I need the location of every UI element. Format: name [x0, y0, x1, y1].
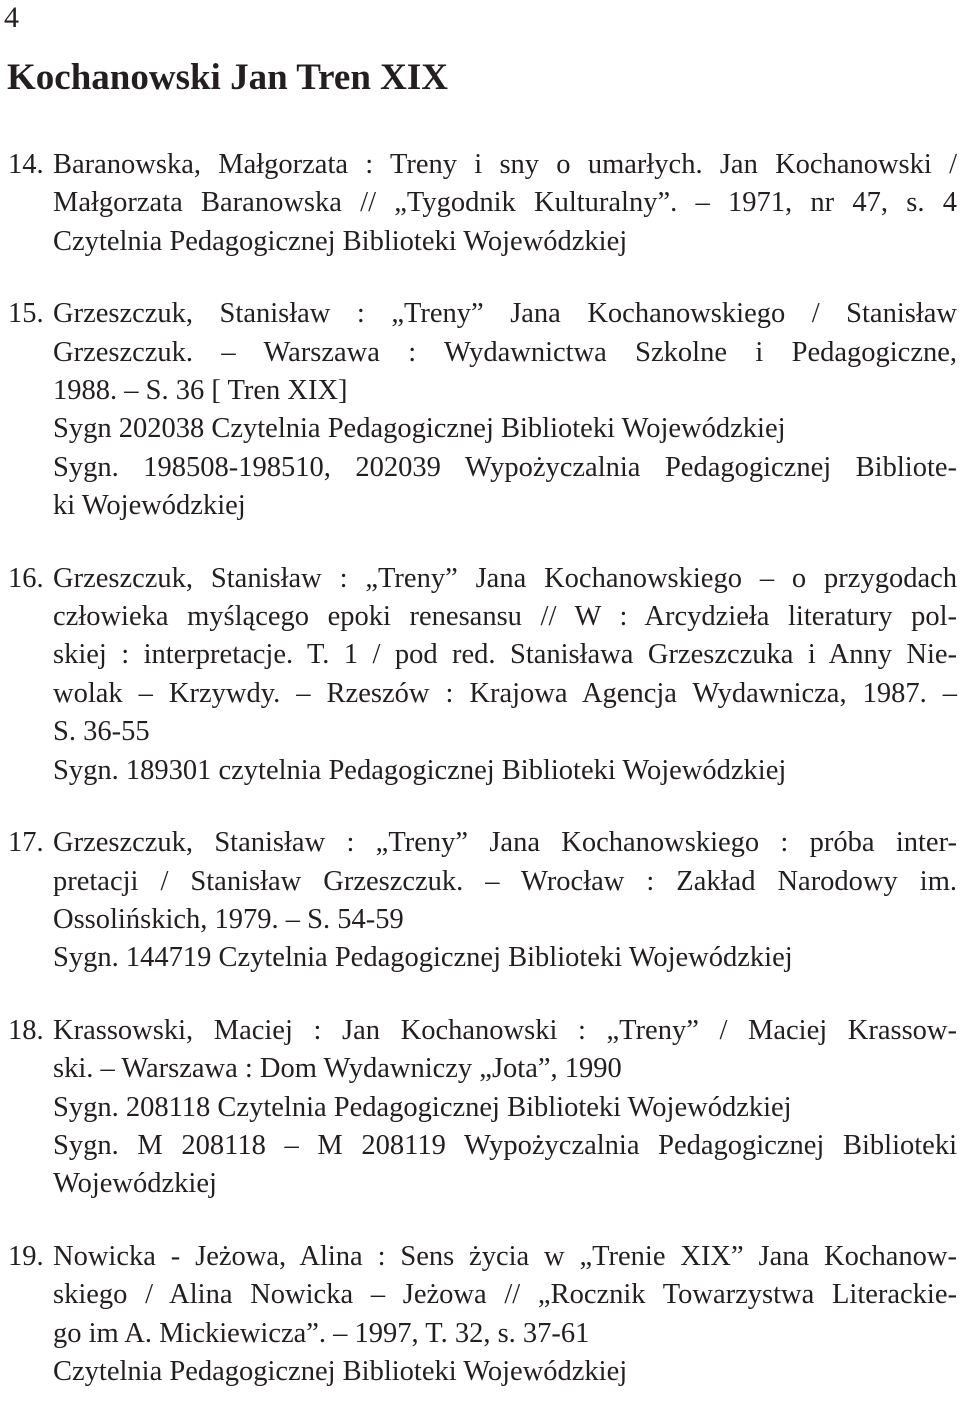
entry-line: skiej : interpretacje. T. 1 / pod red. Stanisława Grzeszczuka i Anny Nie-: [53, 639, 957, 671]
entry-line: Małgorzata Baranowska // „Tygodnik Kulturalny”. – 1971, nr 47, s. 4: [53, 187, 957, 219]
entry-line: go im A. Mickiewicza”. – 1997, T. 32, s. 37-61: [53, 1317, 590, 1349]
entry-line: człowieka myślącego epoki renesansu // W : Arcydzieła literatury pol-: [53, 601, 957, 633]
bibliography-entry-14: [8, 146, 957, 261]
bibliography-entry-16: [8, 560, 957, 790]
bibliography-entry-18: [8, 1012, 957, 1204]
bibliography-entry-19: [8, 1238, 957, 1392]
entry-line: Sygn. 189301 czytelnia Pedagogicznej Biblioteki Wojewódzkiej: [53, 754, 787, 786]
entry-line: Sygn. 198508-198510, 202039 Wypożyczalnia Pedagogicznej Bibliote-: [53, 451, 957, 483]
entry-line: Ossolińskich, 1979. – S. 54-59: [53, 903, 404, 935]
bibliography-entry-15: [8, 295, 957, 525]
entry-line: S. 36-55: [53, 716, 150, 748]
entry-line: ki Wojewódzkiej: [53, 490, 246, 522]
page-number: 4: [4, 1, 19, 34]
entry-line: Krassowski, Maciej : Jan Kochanowski : „Treny” / Maciej Krassow-: [53, 1014, 957, 1046]
entry-line: Nowicka - Jeżowa, Alina : Sens życia w „Trenie XIX” Jana Kochanow-: [53, 1240, 957, 1272]
entry-line: Grzeszczuk. – Warszawa : Wydawnictwa Szkolne i Pedagogiczne,: [53, 336, 957, 368]
bibliography-list: [8, 146, 957, 1425]
entry-line: wolak – Krzywdy. – Rzeszów : Krajowa Agencja Wydawnicza, 1987. –: [53, 677, 957, 709]
entry-line: Grzeszczuk, Stanisław : „Treny” Jana Kochanowskiego – o przygodach: [53, 562, 957, 594]
entry-line: Sygn. 208118 Czytelnia Pedagogicznej Biblioteki Wojewódzkiej: [53, 1091, 792, 1123]
entry-line: Wojewódzkiej: [53, 1168, 217, 1200]
entry-number: 18.: [8, 1014, 44, 1046]
entry-line: ski. – Warszawa : Dom Wydawniczy „Jota”, 1990: [53, 1053, 622, 1085]
entry-line: pretacji / Stanisław Grzeszczuk. – Wrocław : Zakład Narodowy im.: [53, 865, 957, 897]
bibliography-entry-17: [8, 824, 957, 978]
entry-line: Sygn. M 208118 – M 208119 Wypożyczalnia Pedagogicznej Biblioteki: [53, 1129, 957, 1161]
page-title: Kochanowski Jan Tren XIX: [7, 57, 449, 98]
entry-number: 17.: [8, 827, 44, 859]
entry-line: Sygn 202038 Czytelnia Pedagogicznej Biblioteki Wojewódzkiej: [53, 413, 786, 445]
entry-line: 1988. – S. 36 [ Tren XIX]: [53, 375, 348, 407]
entry-number: 14.: [8, 149, 44, 180]
entry-line: skiego / Alina Nowicka – Jeżowa // „Rocznik Towarzystwa Literackie-: [53, 1279, 957, 1311]
entry-line: Czytelnia Pedagogicznej Biblioteki Wojewódzkiej: [53, 1355, 628, 1387]
entry-line: Sygn. 144719 Czytelnia Pedagogicznej Biblioteki Wojewódzkiej: [53, 942, 793, 974]
entry-number: 15.: [8, 298, 44, 330]
entry-line: Czytelnia Pedagogicznej Biblioteki Wojewódzkiej: [53, 225, 628, 257]
entry-line: Grzeszczuk, Stanisław : „Treny” Jana Kochanowskiego / Stanisław: [53, 298, 957, 330]
entry-line: Baranowska, Małgorzata : Treny i sny o umarłych. Jan Kochanowski /: [53, 149, 957, 180]
entry-number: 19.: [8, 1240, 44, 1272]
entry-line: Grzeszczuk, Stanisław : „Treny” Jana Kochanowskiego : próba inter-: [53, 827, 957, 859]
entry-number: 16.: [8, 562, 44, 594]
